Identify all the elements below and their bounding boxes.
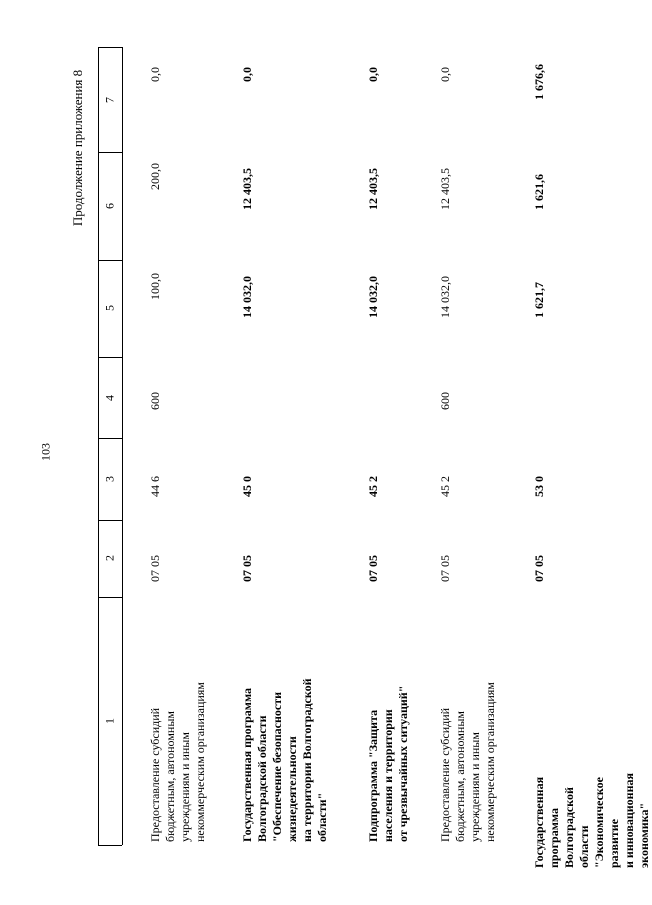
row-4-c7: 0,0 (438, 67, 452, 82)
row-5-c6: 1 621,6 (532, 174, 546, 210)
row-5-c7: 1 676,6 (532, 64, 546, 100)
table-top-border (98, 47, 122, 48)
row-5-name: Государственная программа Волгоградской области "Экономическое развитие и инновационная экономика" (532, 773, 651, 868)
row-1-c6: 200,0 (148, 163, 162, 190)
header-col-3: 3 (102, 476, 117, 482)
column-border-7-6 (98, 152, 122, 153)
row-2-c6: 12 403,5 (240, 168, 254, 210)
row-4-c3: 45 2 (438, 476, 452, 497)
row-4-c2: 07 05 (438, 555, 452, 582)
row-5-c5: 1 621,7 (532, 282, 546, 318)
header-col-2: 2 (102, 555, 117, 561)
header-col-1: 1 (102, 718, 117, 724)
row-3-name: Подпрограмма "Защита населения и территории от чрезвычайных ситуаций" (366, 685, 410, 842)
row-2-c7: 0,0 (240, 67, 254, 82)
row-5-c3: 53 0 (532, 476, 546, 497)
row-5-c2: 07 05 (532, 555, 546, 582)
row-1-c2: 07 05 (148, 555, 162, 582)
row-1-c7: 0,0 (148, 67, 162, 82)
header-right-border (122, 47, 123, 845)
row-1-c3: 44 6 (148, 476, 162, 497)
header-col-4: 4 (102, 395, 117, 401)
row-4-name: Предоставление субсидий бюджетным, автономным учреждениям и иным некоммерческим организациям (438, 682, 497, 842)
header-col-7: 7 (102, 97, 117, 103)
table-bottom-border (98, 845, 122, 846)
row-3-c3: 45 2 (366, 476, 380, 497)
row-2-name: Государственная программа Волгоградской области "Обеспечение безопасности жизнедеятельности на территории Волгоградской области" (240, 678, 329, 842)
column-border-4-3 (98, 438, 122, 439)
continuation-caption: Продолжение приложения 8 (70, 69, 85, 227)
column-border-5-4 (98, 357, 122, 358)
row-2-c2: 07 05 (240, 555, 254, 582)
header-left-border (98, 47, 99, 845)
row-2-c3: 45 0 (240, 476, 254, 497)
row-3-c2: 07 05 (366, 555, 380, 582)
row-3-c6: 12 403,5 (366, 168, 380, 210)
row-2-c5: 14 032,0 (240, 276, 254, 318)
row-3-c7: 0,0 (366, 67, 380, 82)
column-border-3-2 (98, 520, 122, 521)
row-1-c4: 600 (148, 392, 162, 410)
row-4-c5: 14 032,0 (438, 276, 452, 318)
row-3-c5: 14 032,0 (366, 276, 380, 318)
row-4-c6: 12 403,5 (438, 168, 452, 210)
column-border-6-5 (98, 260, 122, 261)
row-1-name: Предоставление субсидий бюджетным, автономным учреждениям и иным некоммерческим организациям (148, 682, 207, 842)
header-col-5: 5 (102, 305, 117, 311)
row-4-c4: 600 (438, 392, 452, 410)
header-col-6: 6 (102, 203, 117, 209)
column-border-2-1 (98, 597, 122, 598)
row-1-c5: 100,0 (148, 273, 162, 300)
page-number: 103 (38, 443, 53, 461)
